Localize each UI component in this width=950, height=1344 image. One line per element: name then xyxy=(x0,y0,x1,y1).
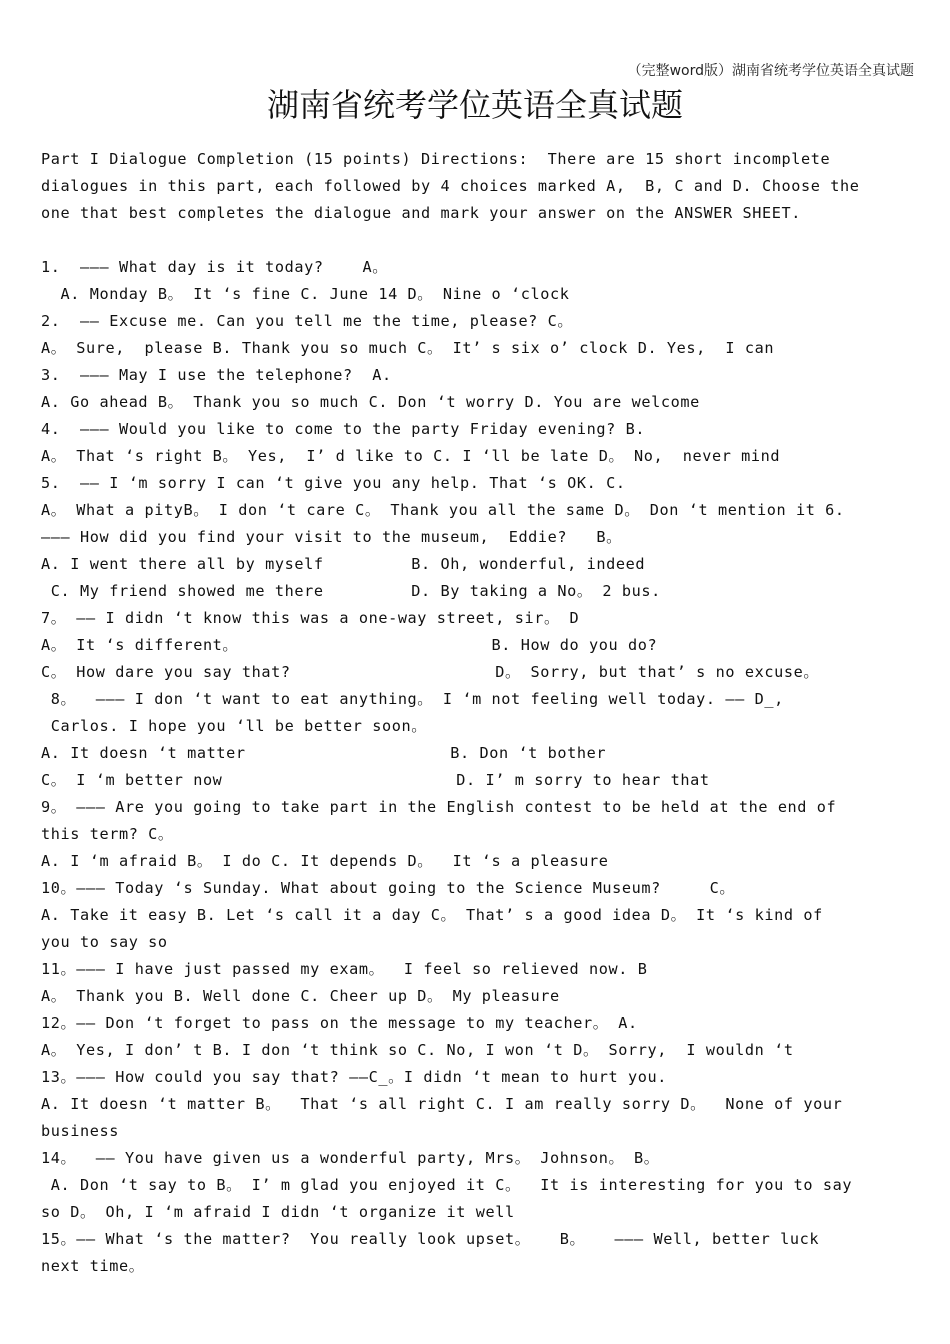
text-line: ——— How did you find your visit to the museum, Eddie? B。 xyxy=(41,528,622,546)
text-line: A. I ‘m afraid B。 I do C. It depends D。 It ‘s a pleasure xyxy=(41,852,609,870)
text-line: A. Go ahead B。 Thank you so much C. Don ‘t worry D. You are welcome xyxy=(41,393,700,411)
text-line: this term? C。 xyxy=(41,825,174,843)
text-line: 10。——— Today ‘s Sunday. What about going to the Science Museum? C。 xyxy=(41,879,736,897)
text-line: 7。 —— I didn ‘t know this was a one-way street, sir。 D xyxy=(41,609,580,627)
text-line: A。 Sure, please B. Thank you so much C。 It’ s six o’ clock D. Yes, I can xyxy=(41,339,775,357)
running-header: （完整word版）湖南省统考学位英语全真试题 xyxy=(627,63,914,79)
text-line: 15。—— What ‘s the matter? You really look upset。 B。 ——— Well, better luck xyxy=(41,1230,820,1248)
text-line: 11。——— I have just passed my exam。 I feel so relieved now. B xyxy=(41,960,648,978)
text-line: 12。—— Don ‘t forget to pass on the message to my teacher。 A. xyxy=(41,1014,638,1032)
text-line: C。 I ‘m better now D. I’ m sorry to hear that xyxy=(41,771,710,789)
text-line: 8。 ——— I don ‘t want to eat anything。 I ‘m not feeling well today. —— D_, xyxy=(41,690,784,708)
text-line: next time。 xyxy=(41,1257,145,1275)
text-line: A. I went there all by myself B. Oh, wonderful, indeed xyxy=(41,555,646,573)
text-line: Carlos. I hope you ‘ll be better soon。 xyxy=(41,717,428,735)
text-line: 9。 ——— Are you going to take part in the English contest to be held at the end of xyxy=(41,798,837,816)
text-line: A. It doesn ‘t matter B. Don ‘t bother xyxy=(41,744,607,762)
text-line: A. Don ‘t say to B。 I’ m glad you enjoyed it C。 It is interesting for you to say xyxy=(41,1176,853,1194)
text-line: 5. —— I ‘m sorry I can ‘t give you any help. That ‘s OK. C. xyxy=(41,474,626,492)
text-line: 3. ——— May I use the telephone? A. xyxy=(41,366,392,384)
text-line: C. My friend showed me there D. By taking a No。 2 bus. xyxy=(41,582,661,600)
text-line: A。 Thank you B. Well done C. Cheer up D。 My pleasure xyxy=(41,987,560,1005)
text-line: dialogues in this part, each followed by 4 choices marked A, B, C and D. Choose the xyxy=(41,177,860,195)
text-line: you to say so xyxy=(41,933,168,951)
text-line: business xyxy=(41,1122,119,1140)
text-line: A. Take it easy B. Let ‘s call it a day C。 That’ s a good idea D。 It ‘s kind of xyxy=(41,906,823,924)
text-line: A。 That ‘s right B。 Yes, I’ d like to C. I ‘ll be late D。 No, never mind xyxy=(41,447,781,465)
text-line: 13。——— How could you say that? ——C_。I didn ‘t mean to hurt you. xyxy=(41,1068,667,1086)
text-line: one that best completes the dialogue and mark your answer on the ANSWER SHEET. xyxy=(41,204,802,222)
text-line: C。 How dare you say that? D。 Sorry, but that’ s no excuse。 xyxy=(41,663,820,681)
text-line: 2. —— Excuse me. Can you tell me the time, please? C。 xyxy=(41,312,574,330)
exam-content xyxy=(41,146,916,1280)
text-line: A。 Yes, I don’ t B. I don ‘t think so C. No, I won ‘t D。 Sorry, I wouldn ‘t xyxy=(41,1041,794,1059)
blank-line xyxy=(41,227,916,254)
text-line: so D。 Oh, I ‘m afraid I didn ‘t organize it well xyxy=(41,1203,515,1221)
text-line: A. Monday B。 It ‘s fine C. June 14 D。 Nine o ‘clock xyxy=(41,285,570,303)
text-line: A. It doesn ‘t matter B。 That ‘s all right C. I am really sorry D。 None of your xyxy=(41,1095,843,1113)
document-title: 湖南省统考学位英语全真试题 xyxy=(266,86,683,124)
text-line: 1. ——— What day is it today? A。 xyxy=(41,258,389,276)
text-line: 4. ——— Would you like to come to the party Friday evening? B. xyxy=(41,420,646,438)
text-line: A。 What a pityB。 I don ‘t care C。 Thank you all the same D。 Don ‘t mention it 6. xyxy=(41,501,845,519)
text-line: Part I Dialogue Completion (15 points) Directions: There are 15 short incomplete xyxy=(41,150,831,168)
text-line: 14。 —— You have given us a wonderful party, Mrs。 Johnson。 B。 xyxy=(41,1149,660,1167)
text-line: A。 It ‘s different。 B. How do you do? xyxy=(41,636,658,654)
